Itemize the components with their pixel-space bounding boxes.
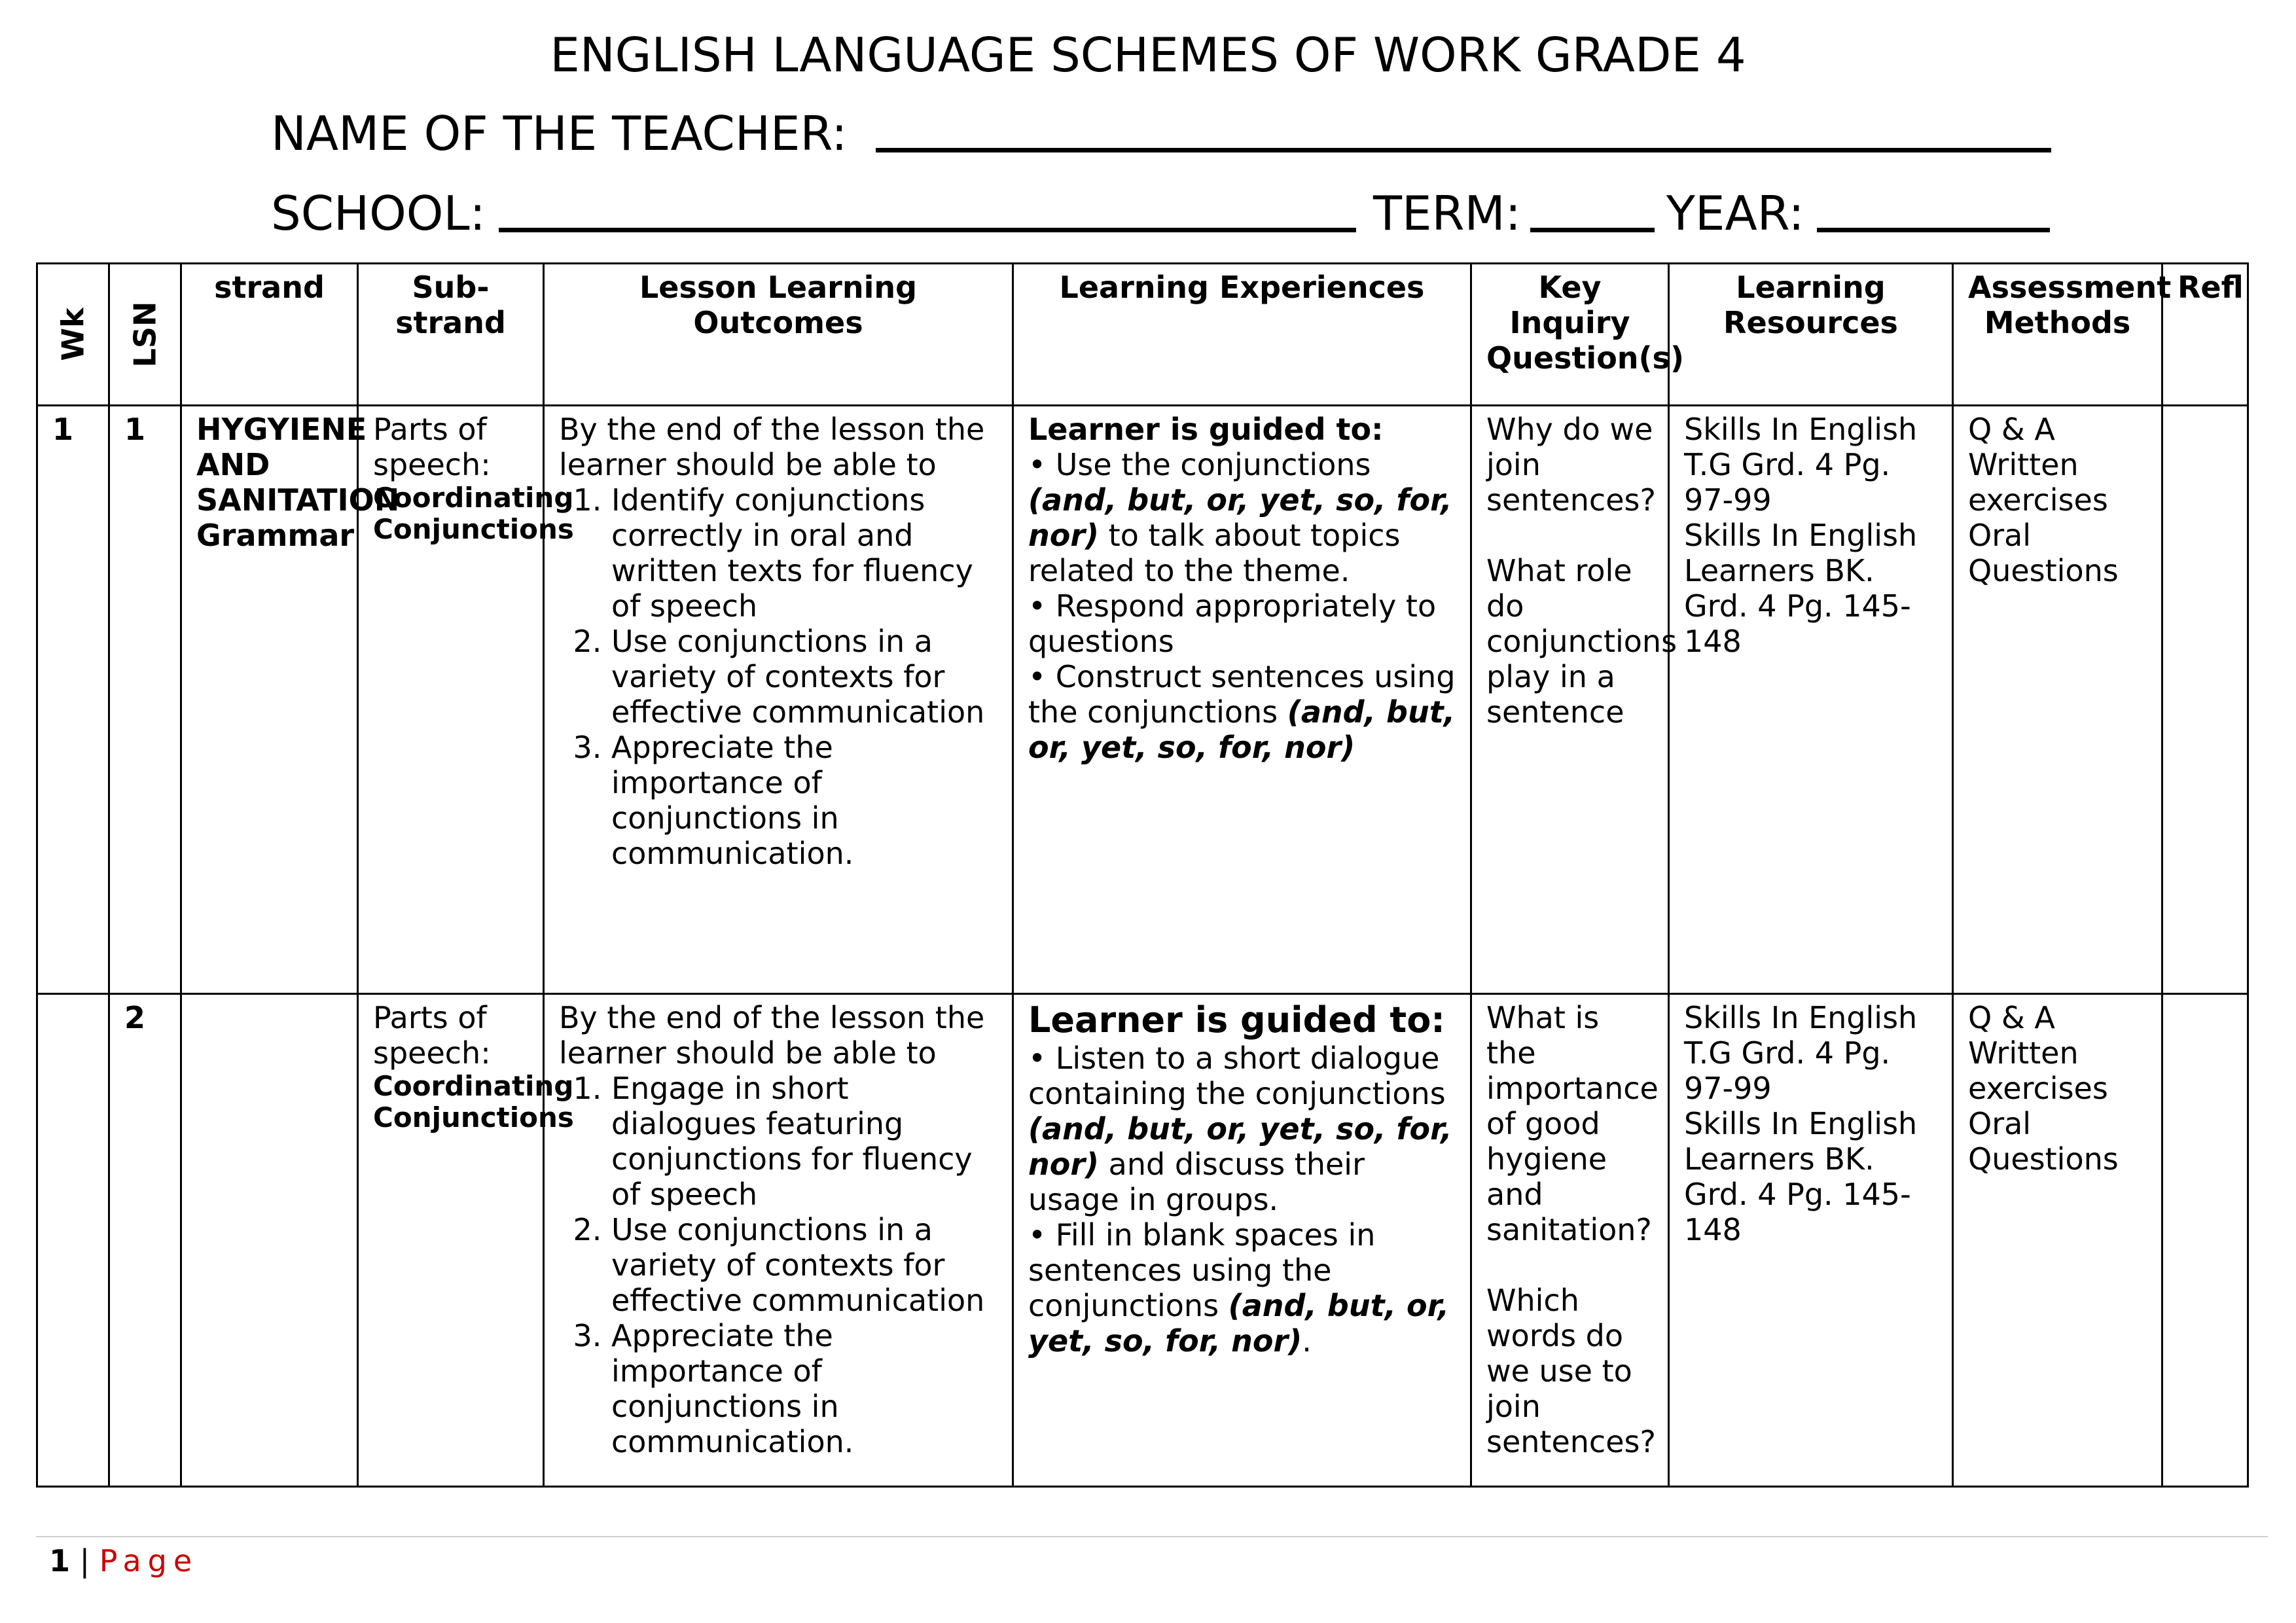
lesson-cell: 2 — [109, 994, 181, 1487]
sub-strand-intro: Parts of speech: — [373, 1000, 491, 1071]
list-item: 3. Appreciate the importance of conjunctions in communication. — [611, 1318, 997, 1459]
teacher-name-label: NAME OF THE TEACHER: — [271, 106, 848, 161]
experience-item: • Fill in blank spaces in sentences using the conjunctions (and, but, or, yet, so, for, nor). — [1028, 1217, 1450, 1359]
resource-item: Skills In English T.G Grd. 4 Pg. 97-99 — [1684, 1000, 1918, 1106]
sub-strand-topic: Coordinating Conjunctions — [373, 482, 574, 545]
strand-sub-text: Grammar — [196, 518, 355, 553]
resources-cell — [1669, 994, 1953, 1487]
week-cell — [37, 994, 109, 1487]
assessment-cell — [1953, 994, 2162, 1487]
list-item: 2. Use conjunctions in a variety of contexts for effective communication — [611, 1212, 997, 1318]
footer-divider — [36, 1536, 2268, 1537]
lesson-cell: 1 — [109, 406, 181, 994]
outcomes-cell — [544, 406, 1013, 994]
list-item: 3. Appreciate the importance of conjunctions in communication. — [611, 730, 997, 871]
strand-cell — [181, 994, 358, 1487]
header-strand: strand — [181, 264, 358, 406]
key-question: Which words do we use to join sentences? — [1486, 1283, 1656, 1459]
list-item: 1. Identify conjunctions correctly in oral and written texts for fluency of speech — [611, 482, 997, 624]
term-label: TERM: — [1373, 186, 1521, 241]
key-question: What role do conjunctions play in a sentence — [1486, 553, 1677, 730]
page-footer — [49, 1538, 198, 1584]
sub-strand-topic: Coordinating Conjunctions — [373, 1070, 574, 1133]
outcomes-cell — [544, 994, 1013, 1487]
school-label: SCHOOL: — [271, 186, 486, 241]
sub-strand-cell — [358, 406, 574, 994]
year-label: YEAR: — [1666, 186, 1804, 241]
page-number: 1 — [49, 1543, 71, 1578]
school-blank[interactable] — [499, 228, 1356, 232]
outcomes-list — [559, 482, 997, 871]
table-row — [37, 406, 2248, 994]
key-question: Why do we join sentences? — [1486, 412, 1656, 518]
header-resources: Learning Resources — [1669, 264, 1953, 406]
assessment-item: Q & A — [1968, 1000, 2055, 1035]
resource-item: Skills In English Learners BK. Grd. 4 Pg. 145-148 — [1684, 518, 1918, 659]
strand-cell — [181, 406, 400, 994]
scheme-table — [36, 262, 2249, 1488]
key-inquiry-cell — [1471, 994, 1669, 1487]
assessment-item: Written exercises — [1968, 447, 2108, 518]
key-question: What is the importance of good hygiene and sanitation? — [1486, 1000, 1659, 1247]
table-row — [37, 994, 2248, 1487]
document-title: ENGLISH LANGUAGE SCHEMES OF WORK GRADE 4 — [550, 27, 1746, 82]
list-item: 1. Engage in short dialogues featuring conjunctions for fluency of speech — [611, 1071, 997, 1212]
experiences-heading: Learner is guided to: — [1028, 999, 1445, 1041]
header-sub-strand: Sub-strand — [358, 264, 544, 406]
header-experiences: Learning Experiences — [1013, 264, 1471, 406]
experience-item: • Use the conjunctions (and, but, or, yet, so, for, nor) to talk about topics related to the theme. — [1028, 447, 1452, 588]
resource-item: Skills In English Learners BK. Grd. 4 Pg. 145-148 — [1684, 1106, 1918, 1247]
assessment-item: Q & A — [1968, 412, 2055, 447]
experience-item: • Respond appropriately to questions — [1028, 588, 1437, 659]
experience-item: • Listen to a short dialogue containing the conjunctions (and, but, or, yet, so, for, nor) and discuss their usage in groups. — [1028, 1041, 1452, 1217]
header-row — [37, 264, 2248, 406]
page-word: Page — [99, 1543, 199, 1578]
sub-strand-cell — [358, 994, 574, 1487]
resource-item: Skills In English T.G Grd. 4 Pg. 97-99 — [1684, 412, 1918, 518]
term-blank[interactable] — [1530, 228, 1655, 232]
assessment-item: Written exercises — [1968, 1035, 2108, 1106]
header-outcomes: Lesson Learning Outcomes — [544, 264, 1013, 406]
reflection-cell[interactable] — [2162, 406, 2248, 994]
assessment-item: Oral Questions — [1968, 518, 2119, 588]
week-cell: 1 — [37, 406, 109, 994]
sub-strand-intro: Parts of speech: — [373, 412, 491, 482]
reflection-cell[interactable] — [2162, 994, 2248, 1487]
experience-item: • Construct sentences using the conjunctions (and, but, or, yet, so, for, nor) — [1028, 659, 1456, 765]
outcomes-intro: By the end of the lesson the learner should be able to — [559, 412, 985, 482]
header-assessment: Assessment Methods — [1953, 264, 2162, 406]
resources-cell — [1669, 406, 1953, 994]
experiences-heading: Learner is guided to: — [1028, 412, 1384, 447]
experiences-cell — [1013, 406, 1471, 994]
list-item: 2. Use conjunctions in a variety of contexts for effective communication — [611, 624, 997, 730]
experiences-cell — [1013, 994, 1471, 1487]
year-blank[interactable] — [1817, 228, 2050, 232]
outcomes-list — [559, 1071, 997, 1459]
header-refl: Refl — [2162, 264, 2248, 406]
header-lsn: LSN — [109, 264, 181, 406]
outcomes-intro: By the end of the lesson the learner should be able to — [559, 1000, 985, 1071]
strand-text: HYGYIENE AND SANITATION — [196, 412, 400, 518]
key-inquiry-cell — [1471, 406, 1677, 994]
assessment-cell — [1953, 406, 2162, 994]
header-key-inquiry: Key Inquiry Question(s) — [1471, 264, 1669, 406]
footer-separator: | — [70, 1543, 99, 1578]
assessment-item: Oral Questions — [1968, 1106, 2119, 1177]
teacher-name-blank[interactable] — [876, 148, 2051, 152]
header-wk: Wk — [37, 264, 109, 406]
